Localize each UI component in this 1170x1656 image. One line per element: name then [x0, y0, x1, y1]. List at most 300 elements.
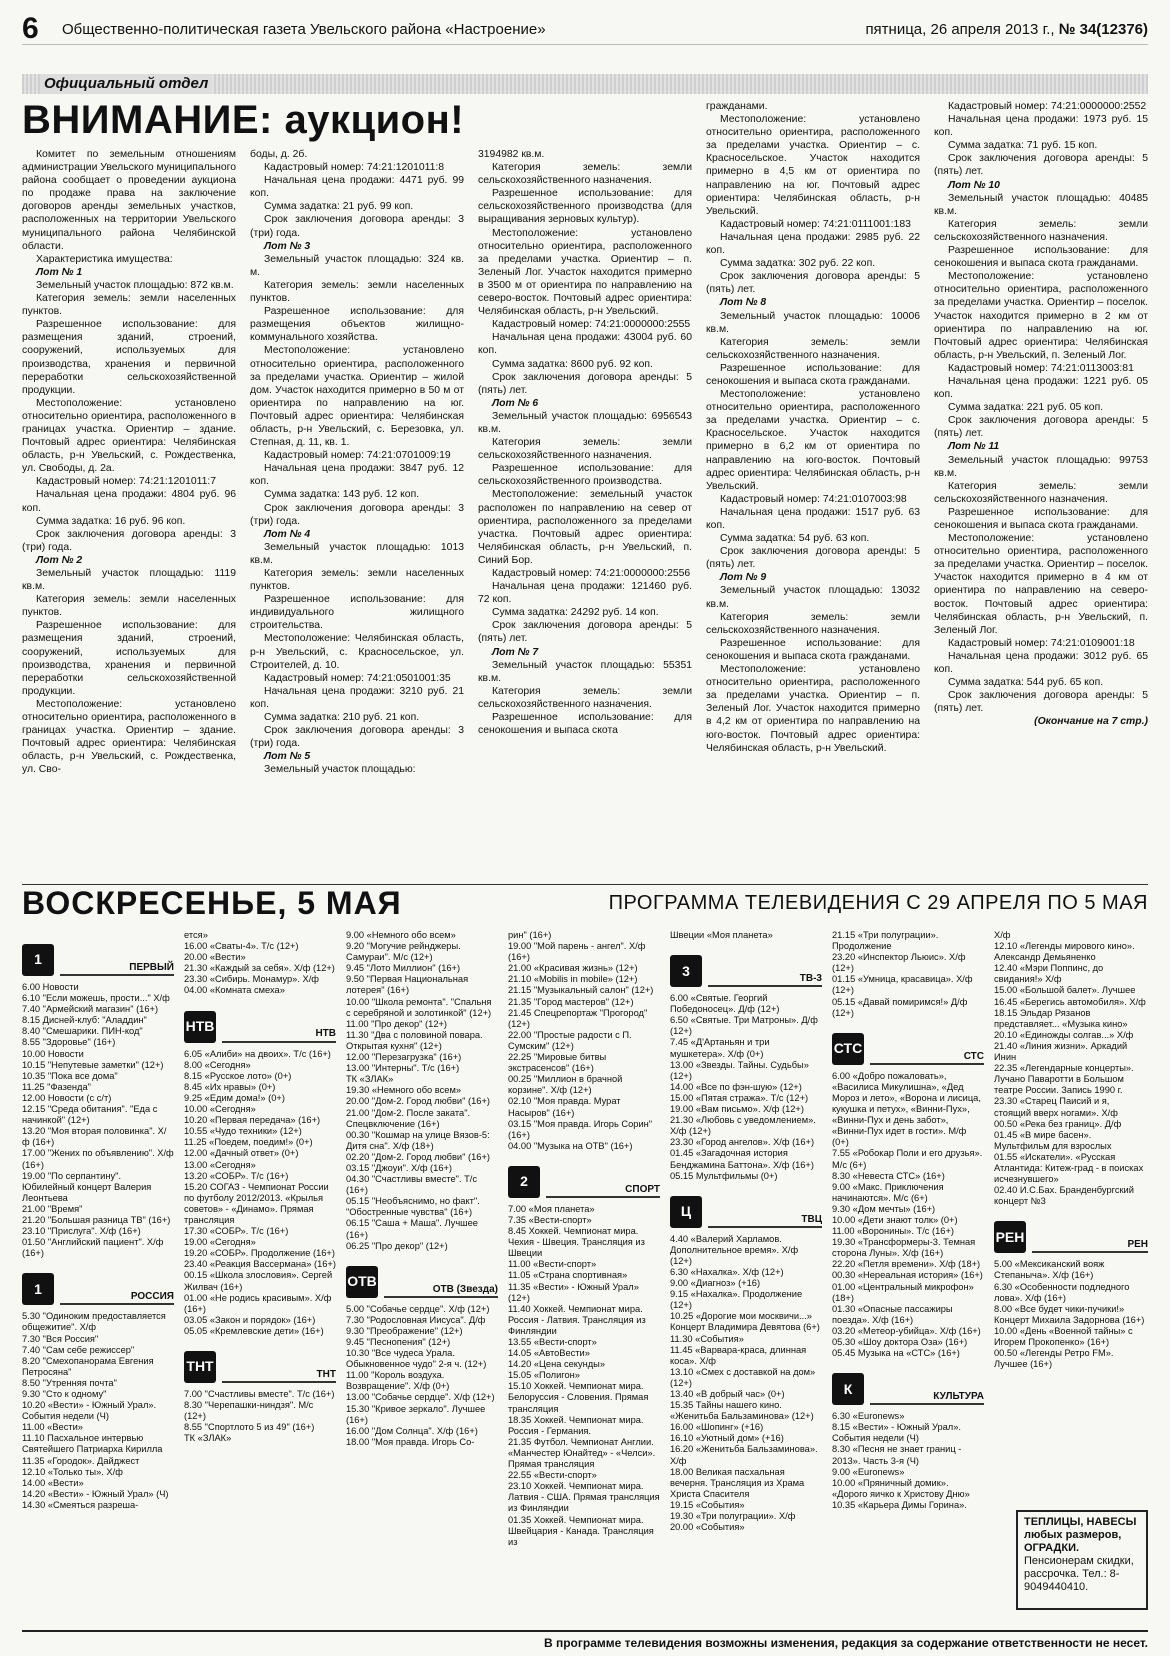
- tv-listing: 00.25 "Миллион в брачной корзине". Х/ф (12+): [508, 1074, 623, 1096]
- auction-paragraph: Местоположение: установлено относительно ориентира, расположенного за пределами участка. Ориентир – с. Красносельское. Участок находится примерно в 4,5 км от ориентира по направлению на юг. Почтовый адрес ориентира: Челябинская область, р-н Увельский.: [706, 114, 920, 217]
- auction-paragraph: Категория земель: земли населенных пунктов.: [250, 568, 464, 593]
- tv-listing: 10.20 «Первая передача» (16+): [184, 1115, 321, 1126]
- auction-paragraph: Местоположение: установлено относительно ориентира, расположенного за пределами участка. Ориентир – п. Зеленый Лог. Участок находится примерно в 4,2 км от ориентира по направлению на юго-восток. Почтовый адрес ориентира: Челябинская область, р-н Увельский.: [706, 664, 920, 754]
- tv-listing: ется»: [184, 930, 208, 940]
- auction-paragraph: гражданами.: [706, 101, 768, 112]
- tv-listing: 7.00 "Счастливы вместе". Т/с (16+): [184, 1389, 335, 1399]
- tv-listing: 11.30 «События»: [670, 1333, 744, 1344]
- tv-listing: 11.45 «Варвара-краса, длинная коса». Х/ф: [670, 1344, 807, 1366]
- tv-listing: 6.30 «Особенности подледного лова». Х/ф (16+): [994, 1281, 1130, 1303]
- tv-listing: 02.20 "Дом-2. Город любви" (16+): [346, 1151, 490, 1162]
- auction-paragraph: Начальная цена продажи: 121460 руб. 72 коп.: [478, 581, 692, 606]
- auction-paragraph: Разрешенное использование: для сельскохозяйственного производства (для выращивания зерновых культур).: [478, 188, 692, 226]
- auction-paragraph: Разрешенное использование: для размещения зданий, строений, сооружений, используемых для производства, хранения и первичной переработки сельскохозяйственной продукции.: [22, 620, 236, 697]
- auction-paragraph: Срок заключения договора аренды: 5 (пять) лет.: [934, 415, 1148, 440]
- auction-paragraph: Местоположение: земельный участок расположен по направлению на север от ориентира, расположенного за пределами участка. Почтовый адрес ориентира: Челябинская область, р-н Увельский, п. Синий Бор.: [478, 489, 692, 566]
- auction-paragraph: Категория земель: земли сельскохозяйственного назначения.: [934, 218, 1148, 243]
- tv-listing: 7.45 «Д'Артаньян и три мушкетера». Х/ф (0+): [670, 1037, 770, 1059]
- tv-listing: 9.45 "Лото Миллион" (16+): [346, 963, 461, 974]
- tv-listing: 13.00 «Сегодня»: [184, 1159, 256, 1170]
- tv-listing: 4.40 «Валерий Харламов. Дополнительное время». Х/ф (12+): [670, 1233, 799, 1266]
- tv-listing: 06.15 "Саша + Маша". Лучшее (16+): [346, 1218, 478, 1240]
- lot-heading: Лот № 11: [948, 441, 1000, 453]
- tv-listing: 18.00 "Моя правда. Игорь Со-: [346, 1436, 475, 1447]
- tv-listing: 8.55 "Здоровье" (16+): [22, 1037, 116, 1048]
- tv-listing: 6.05 «Алиби» на двоих». Т/с (16+): [184, 1048, 331, 1059]
- auction-paragraph: Начальная цена продажи: 3210 руб. 21 коп.: [250, 685, 464, 710]
- tv-listing: 10.15 "Непутевые заметки" (12+): [22, 1059, 164, 1070]
- tv-listing: 23.30 «Старец Паисий и я, стоящий вверх ногами». Х/ф: [994, 1096, 1118, 1118]
- auction-paragraph: 3194982 кв.м.: [478, 149, 545, 160]
- tv-listing: 5.00 "Собачье сердце". Х/ф (12+): [346, 1303, 490, 1314]
- tv-listing: 10.30 "Все чудеса Урала. Обыкновенное чудо" 2-я ч. (12+): [346, 1348, 487, 1370]
- channel-header: [832, 1025, 984, 1065]
- auction-paragraph: Сумма задатка: 71 руб. 15 коп.: [948, 140, 1098, 152]
- auction-paragraph: Начальная цена продажи: 1973 руб. 15 коп.: [934, 114, 1148, 139]
- tv-listing: 10.25 «Дорогие мои москвичи...» Концерт Владимира Девятова (6+): [670, 1311, 820, 1333]
- tv-listing: 03.05 «Закон и порядок» (16+): [184, 1314, 316, 1325]
- lot-heading: Лот № 6: [492, 397, 539, 409]
- tv-listing: 15.05 «Полигон»: [508, 1370, 580, 1381]
- channel-name: РОССИЯ: [60, 1291, 174, 1305]
- tv-listing: 13.00 «Звезды. Тайны. Судьбы» (12+): [670, 1059, 809, 1081]
- tv-listing: 01.35 Хоккей. Чемпионат мира. Швейцария - Канада. Трансляция из: [508, 1514, 654, 1547]
- tv-listing: 8.45 «Их нравы» (0+): [184, 1081, 276, 1092]
- channel-logo-icon: ТНТ: [184, 1351, 216, 1383]
- tv-listing: 11.40 Хоккей. Чемпионат мира. Россия - Латвия. Трансляция из Финляндии: [508, 1303, 646, 1336]
- auction-paragraph: Кадастровый номер: 74:21:1201011:8: [264, 162, 445, 174]
- tv-listing: 23.10 Хоккей. Чемпионат мира. Латвия - США. Прямая трансляция из Финляндии: [508, 1481, 660, 1514]
- auction-paragraph: Категория земель: земли населенных пунктов.: [22, 293, 236, 318]
- tv-listing: 21.10 «Mobilis in mobile» (12+): [508, 974, 638, 985]
- tv-listing: 9.45 "Песнопения" (12+): [346, 1337, 451, 1347]
- lot-heading: Лот № 2: [36, 554, 83, 566]
- tv-listing: 10.00 «Сегодня»: [184, 1104, 256, 1115]
- tv-listing: 7.00 «Моя планета»: [508, 1203, 595, 1214]
- tv-listing: 23.20 «Инспектор Льюис». Х/ф (12+): [832, 952, 966, 974]
- auction-paragraph: Начальная цена продажи: 1517 руб. 63 коп.: [706, 506, 920, 531]
- tv-listing: Х/ф: [994, 930, 1011, 940]
- tv-listing: 12.40 «Мэри Поппинс, до свидания!» Х/ф: [994, 963, 1104, 985]
- channel-logo-icon: 3: [670, 955, 702, 987]
- issue-date: [865, 21, 1148, 38]
- channel-name: РЕН: [1032, 1239, 1148, 1253]
- tv-listing: 13.40 «В добрый час» (0+): [670, 1389, 785, 1399]
- page-header: [22, 14, 1148, 45]
- tv-listing: 5.00 «Мексиканский вояж Степаныча». Х/ф (16+): [994, 1259, 1105, 1281]
- channel-name: НТВ: [222, 1028, 336, 1042]
- channel-logo-icon: К: [832, 1373, 864, 1405]
- channel-logo-icon: РЕН: [994, 1221, 1026, 1253]
- auction-column-3: [478, 148, 692, 864]
- auction-paragraph: Разрешенное использование: для сенокошения и выпаса скота: [478, 712, 692, 737]
- auction-paragraph: Разрешенное использование: для сенокошения и выпаса скота гражданами.: [934, 506, 1148, 531]
- tv-listing: 6.00 «Добро пожаловать», «Василиса Микулишна», «Дед Мороз и лето», «Ворона и лисица, кукушка и петух», «Винни-Пух», «Винни-Пух и день забот», «Винни-Пух идет в гости». М/ф (0+): [832, 1070, 981, 1148]
- tv-listing: 02.40 И.С.Бах. Бранденбургский концерт №3: [994, 1185, 1134, 1207]
- tv-listing: 10.00 «Пряничный домик». «Дорого яичко к Христову Дню»: [832, 1477, 970, 1499]
- channel-logo-icon: НТВ: [184, 1011, 216, 1043]
- auction-paragraph: Сумма задатка: 54 руб. 63 коп.: [720, 533, 870, 545]
- tv-listing: 01.30 «Опасные пассажиры поезда». Х/ф (16+): [832, 1303, 953, 1325]
- auction-paragraph: Земельный участок площадью: 10006 кв.м.: [706, 310, 920, 335]
- tv-listing: 14.20 «Цена секунды»: [508, 1359, 606, 1370]
- auction-paragraph: Сумма задатка: 302 руб. 22 коп.: [720, 258, 876, 270]
- tv-listing: 11.25 «Поедем, поедим!» (0+): [184, 1137, 313, 1148]
- channel-header: [346, 1258, 498, 1298]
- tv-listing: 22.20 «Петля времени». Х/ф (18+): [832, 1259, 981, 1270]
- auction-paragraph: Земельный участок площадью: 324 кв. м.: [250, 253, 464, 278]
- tv-listing: 10.35 «Карьера Димы Горина».: [832, 1499, 967, 1510]
- tv-listing: ТК «ЗЛАК»: [346, 1074, 394, 1085]
- auction-paragraph: Кадастровый номер: 74:21:0000000:2552: [948, 101, 1147, 112]
- tv-listing: 00.50 «Легенды Ретро FM». Лучшее (16+): [994, 1348, 1114, 1370]
- tv-listing: 12.00 "Перезагрузка" (16+): [346, 1052, 462, 1063]
- tv-listing: 16.45 «Берегись автомобиля». Х/ф: [994, 996, 1146, 1007]
- tv-column-3: [346, 930, 498, 1620]
- auction-paragraph: Земельный участок площадью: 1119 кв.м.: [22, 568, 236, 593]
- tv-listing: 7.40 "Армейский магазин" (16+): [22, 1004, 159, 1015]
- tv-listing: 8.30 "Черепашки-ниндзя". М/с (12+): [184, 1400, 314, 1422]
- tv-listing: рин" (16+): [508, 930, 552, 940]
- tv-listing: 04.00 «Комната смеха»: [184, 985, 285, 996]
- tv-day-title: ВОСКРЕСЕНЬЕ, 5 МАЯ: [22, 885, 402, 921]
- auction-paragraph: Разрешенное использование: для размещения объектов жилищно-коммунального хозяйства.: [250, 306, 464, 344]
- auction-paragraph: Срок заключения договора аренды: 3 (три) года.: [250, 214, 464, 239]
- channel-header: [670, 947, 822, 987]
- auction-column-4: [706, 100, 920, 864]
- tv-listing: 02.10 "Моя правда. Мурат Насыров" (16+): [508, 1096, 621, 1118]
- auction-column-2: [250, 148, 464, 864]
- tv-listing: 19.00 "Мой парень - ангел". Х/ф (16+): [508, 941, 646, 963]
- auction-column-5: [934, 100, 1148, 864]
- tv-listing: 00.30 «Нереальная история» (16+): [832, 1270, 983, 1281]
- tv-listing: 16.20 «Женитьба Бальзаминова». Х/ф: [670, 1444, 818, 1466]
- tv-listing: 22.35 «Легендарные концерты». Лучано Паваротти в Большом театре России. Запись 1990 г.: [994, 1063, 1134, 1096]
- auction-paragraph: Срок заключения договора аренды: 3 (три) года.: [250, 725, 464, 750]
- channel-name: КУЛЬТУРА: [870, 1391, 984, 1405]
- tv-listing: 13.00 "Собачье сердце". Х/ф (12+): [346, 1392, 495, 1403]
- tv-column-4: [508, 930, 660, 1620]
- auction-paragraph: Разрешенное использование: для сенокошения и выпаса скота гражданами.: [706, 362, 920, 387]
- tv-listing: 6.50 «Святые. Три Матроны». Д/ф (12+): [670, 1015, 818, 1037]
- tv-listing: 7.30 "Родословная Иисуса". Д/ф: [346, 1314, 486, 1325]
- auction-paragraph: Кадастровый номер: 74:21:1201011:7: [36, 476, 217, 488]
- tv-listing: 11.00 «Вести-спорт»: [508, 1259, 597, 1270]
- tv-listing: 04.30 "Счастливы вместе". Т/с (16+): [346, 1174, 478, 1196]
- tv-listing: 8.30 «Невеста СТС» (16+): [832, 1170, 945, 1181]
- tv-listing: 8.00 «Все будет чики-пучики!» Концерт Михаила Задорнова (16+): [994, 1303, 1145, 1325]
- channel-header: [22, 1265, 174, 1305]
- tv-listing: 23.30 «Город ангелов». Х/ф (16+): [670, 1137, 815, 1148]
- tv-listing: 16.00 «Сваты-4». Т/с (12+): [184, 941, 299, 952]
- tv-listing: 7.55 «Робокар Поли и его друзья». М/с (6+): [832, 1148, 983, 1170]
- tv-listing: 13.20 "Моя вторая половинка". Х/ф (16+): [22, 1126, 167, 1148]
- tv-listing: 14.30 «Смеяться разреша-: [22, 1499, 139, 1510]
- auction-paragraph: Земельный участок площадью: 872 кв.м.: [36, 279, 234, 291]
- tv-listing: 10.00 "Школа ремонта". "Спальня с серебряной и золотинкой" (12+): [346, 996, 492, 1018]
- tv-listing: 11.05 «Страна спортивная»: [508, 1270, 628, 1281]
- channel-name: ОТВ (Звезда): [384, 1284, 498, 1298]
- tv-listing: 9.00 «Диагноз» (+16): [670, 1278, 761, 1289]
- newspaper-name: Общественно-политическая газета Увельского района «Настроение»: [62, 20, 546, 38]
- tv-listing: 19.00 "По серпантину". Юбилейный концерт Валерия Леонтьева: [22, 1170, 152, 1203]
- tv-listing: 7.35 «Вести-спорт»: [508, 1214, 592, 1225]
- tv-listing: 9.30 "Преображение" (12+): [346, 1325, 463, 1336]
- tv-listing: 6.30 «Euronews»: [832, 1411, 905, 1422]
- tv-listing: 23.10 "Прислуга". Х/ф (16+): [22, 1226, 141, 1237]
- tv-listing: 13.55 «Вести-спорт»: [508, 1337, 597, 1347]
- tv-listing: 16.00 «Шопинг» (+16): [670, 1422, 764, 1433]
- issue-number: № 34(12376): [1058, 20, 1148, 38]
- auction-paragraph: Категория земель: земли сельскохозяйственного назначения.: [934, 480, 1148, 505]
- tv-listing: 9.00 «Макс. Приключения начинаются». М/с (6+): [832, 1181, 944, 1203]
- auction-paragraph: Кадастровый номер: 74:21:0113003:81: [948, 362, 1134, 374]
- lot-heading: Лот № 8: [720, 297, 767, 309]
- channel-header: [994, 1213, 1148, 1253]
- auction-column-1: [22, 148, 236, 864]
- auction-paragraph: Местоположение: установлено относительно ориентира, расположенного за пределами участка. Ориентир – с. Красносельское. Участок находится примерно в 6,2 км от ориентира по направлению на юго-восток. Почтовый адрес ориентира: Челябинская область, р-н Увельский.: [706, 389, 920, 492]
- tv-listing: 05.45 Музыка на «СТС» (16+): [832, 1348, 960, 1359]
- date-text: пятница, 26 апреля 2013 г.,: [865, 20, 1055, 38]
- tv-listing: 12.00 Новости (с с/т): [22, 1092, 112, 1103]
- auction-paragraph: Сумма задатка: 544 руб. 65 коп.: [948, 677, 1104, 689]
- auction-paragraph: Местоположение: Челябинская область, р-н Увельский, с. Красносельское, ул. Строителей, д. 10.: [250, 633, 464, 671]
- tv-listing: 8.30 «Песня не знает границ - 2013». Часть 3-я (Ч): [832, 1444, 962, 1466]
- tv-listing: 11.30 "Два с половиной повара. Открытая кухня" (12+): [346, 1029, 483, 1051]
- tv-listing: 15.30 "Кривое зеркало". Лучшее (16+): [346, 1403, 486, 1425]
- auction-paragraph: Категория земель: земли населенных пунктов.: [22, 594, 236, 619]
- tv-listing: 16.00 "Дом Солнца". Х/ф (16+): [346, 1425, 478, 1436]
- tv-listing: 14.00 «Все по фэн-шую» (12+): [670, 1081, 802, 1092]
- channel-name: СПОРТ: [546, 1184, 660, 1198]
- tv-listing: 6.00 Новости: [22, 982, 79, 992]
- lot-heading: Лот № 5: [264, 751, 311, 763]
- tv-listing: 19.15 «События»: [670, 1499, 745, 1510]
- channel-logo-icon: Ц: [670, 1196, 702, 1228]
- auction-paragraph: Категория земель: земли сельскохозяйственного назначения.: [706, 611, 920, 636]
- tv-column-6: [832, 930, 984, 1620]
- section-label: Официальный отдел: [40, 74, 212, 94]
- tv-listing: 15.00 «Пятая стража». Т/с (12+): [670, 1092, 809, 1103]
- tv-listing: 21.15 «Три полуграции». Продолжение: [832, 930, 939, 952]
- tv-listing: 10.00 «Дети знают толк» (0+): [832, 1214, 958, 1225]
- auction-paragraph: Кадастровый номер: 74:21:0111001:183: [720, 218, 911, 230]
- tv-title-bar: [22, 884, 1148, 921]
- tv-listing: 21.30 «Каждый за себя». Х/ф (12+): [184, 963, 335, 974]
- tv-listing: 18.35 Хоккей. Чемпионат мира. Россия - Германия.: [508, 1414, 644, 1436]
- tv-listing: 01.45 «Загадочная история Бенджамина Баттона». Х/ф (16+): [670, 1148, 814, 1170]
- tv-listing: 22.25 "Мировые битвы экстрасенсов" (16+): [508, 1052, 607, 1074]
- auction-paragraph: Начальная цена продажи: 43004 руб. 60 коп.: [478, 332, 692, 357]
- auction-paragraph: Земельный участок площадью:: [264, 764, 416, 776]
- tv-listing: 10.00 Новости: [22, 1048, 84, 1059]
- tv-disclaimer: В программе телевидения возможны изменения, редакция за содержание ответственности не несет.: [22, 1630, 1148, 1650]
- tv-column-2: [184, 930, 336, 1620]
- tv-listing: 10.20 «Вести» - Южный Урал». События недели (Ч): [22, 1400, 157, 1422]
- tv-program-title: ПРОГРАММА ТЕЛЕВИДЕНИЯ С 29 АПРЕЛЯ ПО 5 МАЯ: [608, 891, 1148, 914]
- tv-listing: 20.00 «Вести»: [184, 952, 246, 963]
- auction-paragraph: Разрешенное использование: для сенокошения и выпаса скота гражданами.: [706, 637, 920, 662]
- lot-heading: Лот № 10: [948, 179, 1000, 191]
- auction-paragraph: Срок заключения договора аренды: 3 (три) года.: [22, 528, 236, 553]
- tv-listing: 01.00 «Центральный микрофон» (18+): [832, 1281, 974, 1303]
- auction-paragraph: Начальная цена продажи: 3012 руб. 65 коп.: [934, 650, 1148, 676]
- tv-listing: 03.15 "Джоуи". Х/ф (16+): [346, 1162, 453, 1173]
- auction-paragraph: Сумма задатка: 16 руб. 96 коп.: [36, 515, 186, 527]
- tv-column-1: [22, 930, 174, 1620]
- tv-listing: 21.45 Спецрепортаж "Прогород" (12+): [508, 1007, 648, 1029]
- auction-title: ВНИМАНИЕ: аукцион!: [22, 98, 465, 142]
- tv-listing: 6.30 «Нахалка». Х/ф (12+): [670, 1266, 784, 1277]
- tv-listing: 8.20 "Смехопанорама Евгения Петросяна": [22, 1355, 154, 1377]
- tv-listing: 12.00 «Дачный ответ» (0+): [184, 1148, 299, 1159]
- auction-paragraph: Начальная цена продажи: 4804 руб. 96 коп.: [22, 489, 236, 514]
- channel-header: [22, 936, 174, 976]
- tv-listing: 9.50 "Первая Национальная лотерея" (16+): [346, 974, 469, 996]
- tv-listing: 19.00 «Вам письмо». Х/ф (12+): [670, 1104, 804, 1115]
- lot-heading: Лот № 1: [36, 266, 83, 278]
- auction-paragraph: Кадастровый номер: 74:21:0501001:35: [264, 672, 451, 684]
- channel-header: [670, 1188, 822, 1228]
- tv-listing: 5.30 "Одиноким предоставляется общежитие". Х/ф: [22, 1311, 166, 1333]
- tv-listing: 21.30 «Любовь с уведомлением». Х/ф (12+): [670, 1115, 816, 1137]
- channel-header: [184, 1003, 336, 1043]
- tv-listing: 04.00 "Музыка на ОТВ" (16+): [508, 1140, 633, 1151]
- channel-logo-icon: 1: [22, 944, 54, 976]
- auction-paragraph: Срок заключения договора аренды: 5 (пять) лет.: [478, 620, 692, 645]
- tv-listing: 05.15 «Давай помиримся!» Д/ф (12+): [832, 996, 968, 1018]
- auction-paragraph: боды, д. 2б.: [250, 149, 308, 160]
- auction-paragraph: Кадастровый номер: 74:21:0000000:2555: [492, 319, 691, 331]
- auction-paragraph: Земельный участок площадью: 13032 кв.м.: [706, 585, 920, 610]
- channel-header: [832, 1365, 984, 1405]
- tv-listing: 21.00 «Красивая жизнь» (12+): [508, 963, 638, 974]
- tv-listing: 11.35 «Вести» - Южный Урал» (12+): [508, 1281, 639, 1303]
- ad-heading: ТЕПЛИЦЫ, НАВЕСЫ любых размеров, ОГРАДКИ.: [1024, 1516, 1137, 1554]
- tv-listing: 10.00 «День «Военной тайны» с Игорем Прокопенко» (16+): [994, 1325, 1133, 1347]
- tv-listing: 23.30 «Сибирь. Монамур». Х/ф: [184, 974, 319, 985]
- tv-listing: 20.00 "Дом-2. Город любви" (16+): [346, 1096, 490, 1107]
- advertisement: [1016, 1510, 1148, 1610]
- tv-column-5: [670, 930, 822, 1620]
- auction-paragraph: Срок заключения договора аренды: 5 (пять) лет.: [706, 546, 920, 571]
- tv-listing: 11.00 "Про декор" (12+): [346, 1018, 448, 1029]
- tv-listing: 19.30 «Трансформеры-3. Темная сторона Луны». Х/ф (16+): [832, 1237, 976, 1259]
- tv-listing: 22.00 "Простые радости с П. Сумским" (12+): [508, 1029, 632, 1051]
- tv-listing: 21.00 "Дом-2. После заката". Спецвключение (16+): [346, 1107, 471, 1129]
- tv-listing: 11.00 «Вести»: [22, 1422, 83, 1433]
- tv-listing: 13.20 «СОБР». Т/с (16+): [184, 1170, 289, 1181]
- tv-listing: 8.15 «Русское лото» (0+): [184, 1070, 292, 1081]
- tv-listing: 19.00 «Сегодня»: [184, 1237, 256, 1248]
- auction-paragraph: Сумма задатка: 210 руб. 21 коп.: [264, 712, 420, 724]
- lot-heading: Лот № 7: [492, 646, 539, 658]
- tv-listing: 9.20 "Могучие рейнджеры. Самураи". М/с (12+): [346, 941, 461, 963]
- auction-paragraph: Категория земель: земли сельскохозяйственного назначения.: [478, 162, 692, 187]
- tv-listing: ТК «ЗЛАК»: [184, 1433, 232, 1444]
- auction-paragraph: Сумма задатка: 8600 руб. 92 коп.: [492, 358, 653, 370]
- auction-paragraph: Кадастровый номер: 74:21:0000000:2556: [492, 568, 691, 579]
- tv-listing: 15.00 «Большой балет». Лучшее: [994, 985, 1136, 996]
- tv-listing: 9.00 «Немного обо всем»: [346, 930, 456, 940]
- tv-listing: 01.45 «В мире басен». Мультфильм для взрослых: [994, 1129, 1112, 1151]
- lot-heading: Лот № 4: [264, 528, 311, 540]
- tv-listing: 03.20 «Метеор-убийца». Х/ф (16+): [832, 1325, 981, 1336]
- tv-listing: 6.10 "Если можешь, прости..." Х/ф: [22, 993, 170, 1004]
- tv-listing: 7.40 "Сам себе режиссер": [22, 1344, 135, 1355]
- tv-listing: 05.30 «Шоу доктора Оза» (16+): [832, 1337, 968, 1347]
- auction-paragraph: Разрешенное использование: для индивидуального жилищного строительства.: [250, 594, 464, 632]
- channel-logo-icon: СТС: [832, 1033, 864, 1065]
- channel-header: [508, 1158, 660, 1198]
- tv-listing: 20.00 «События»: [670, 1522, 745, 1533]
- auction-paragraph: Земельный участок площадью: 1013 кв.м.: [250, 541, 464, 566]
- tv-listing: 11.00 «Воронины». Т/с (16+): [832, 1226, 954, 1237]
- tv-listing: 14.00 «Вести»: [22, 1477, 84, 1488]
- auction-paragraph: Характеристика имущества:: [36, 253, 173, 265]
- tv-listing: 13.00 "Интерны". Т/с (16+): [346, 1063, 460, 1074]
- tv-listing: 00.50 «Река без границ». Д/ф: [994, 1118, 1122, 1129]
- tv-listing: 15.10 Хоккей. Чемпионат мира. Белоруссия - Словения. Прямая трансляция: [508, 1381, 649, 1414]
- auction-paragraph: Местоположение: установлено относительно ориентира, расположенного за пределами участка. Ориентир – жилой дом. Участок находится примерно в 50 м от ориентира по направлению на юг. Почтовый адрес ориентира: Челябинская область, р-н Увельский, с. Березовка, ул. Степная, д. 11, кв. 1.: [250, 345, 464, 449]
- tv-listing: 8.40 "Смешарики. ПИН-код": [22, 1026, 143, 1037]
- tv-listing: 12.10 «Только ты». Х/ф: [22, 1466, 123, 1477]
- channel-header: [184, 1343, 336, 1383]
- auction-paragraph: Начальная цена продажи: 3847 руб. 12 коп.: [250, 463, 464, 488]
- tv-listing: 01.15 «Умница, красавица». Х/ф (12+): [832, 974, 973, 996]
- tv-listing: 17.30 «СОБР». Т/с (16+): [184, 1226, 289, 1237]
- tv-listing: 8.15 Дисней-клуб: "Аладдин": [22, 1015, 147, 1026]
- tv-listing: 03.15 "Моя правда. Игорь Сорин" (16+): [508, 1118, 653, 1140]
- tv-listing: 01.50 "Английский пациент". Х/ф (16+): [22, 1237, 164, 1259]
- auction-paragraph: Местоположение: установлено относительно ориентира, расположенного в границах участка. Ориентир – здание. Почтовый адрес ориентира: Челябинская область, р-н Увельский, с. Рождественка, ул. Свободы, д. 2а.: [22, 397, 236, 475]
- page-number: 6: [22, 12, 39, 45]
- tv-listing: 11.35 «Городок». Дайджест: [22, 1455, 140, 1466]
- tv-listing: 19.30 «Немного обо всем»: [346, 1085, 462, 1096]
- tv-listing: 8.15 «Вести» - Южный Урал». События недели (Ч): [832, 1422, 961, 1444]
- ad-body: Пенсионерам скидки, рассрочка. Тел.: 8-9049440410.: [1024, 1555, 1134, 1593]
- tv-listing: 06.25 "Про декор" (12+): [346, 1240, 448, 1251]
- auction-paragraph: Кадастровый номер: 74:21:0701009:19: [264, 450, 451, 462]
- auction-paragraph: Начальная цена продажи: 2985 руб. 22 коп.: [706, 231, 920, 257]
- tv-listing: 05.15 "Необъяснимо, но факт". "Обостренные чувства" (16+): [346, 1196, 480, 1218]
- tv-listing: 01.55 «Искатели». «Русская Атлантида: Китеж-град - в поисках исчезнувшего»: [994, 1151, 1144, 1185]
- lot-heading: Лот № 9: [720, 572, 767, 584]
- auction-paragraph: Срок заключения договора аренды: 3 (три) года.: [250, 502, 464, 527]
- tv-listing: 21.00 "Время": [22, 1203, 83, 1214]
- auction-paragraph: Категория земель: земли сельскохозяйственного назначения.: [706, 336, 920, 361]
- auction-paragraph: Сумма задатка: 143 руб. 12 коп.: [264, 489, 420, 501]
- channel-name: ПЕРВЫЙ: [60, 962, 174, 976]
- tv-listing: 20.10 «Единожды солгав...» Х/ф: [994, 1029, 1134, 1040]
- channel-logo-icon: 2: [508, 1166, 540, 1198]
- auction-paragraph: Категория земель: земли сельскохозяйственного назначения.: [478, 437, 692, 462]
- tv-listing: 00.15 «Школа злословия». Сергей Жилвач (16+): [184, 1270, 333, 1292]
- auction-paragraph: Категория земель: земли сельскохозяйственного назначения.: [478, 685, 692, 710]
- auction-paragraph: Земельный участок площадью: 55351 кв.м.: [478, 659, 692, 684]
- auction-paragraph: Земельный участок площадью: 40485 кв.м.: [934, 192, 1148, 217]
- tv-listing: 21.20 "Большая разница ТВ" (16+): [22, 1214, 171, 1225]
- tv-listing: 19.20 «СОБР». Продолжение (16+): [184, 1248, 335, 1259]
- tv-listing: 11.10 Пасхальное интервью Святейшего Патриарха Кирилла: [22, 1433, 163, 1455]
- tv-listing: 18.15 Эльдар Рязанов представляет... «Музыка кино»: [994, 1007, 1128, 1029]
- channel-name: ТВЦ: [708, 1214, 822, 1228]
- tv-listing: 21.40 «Линия жизни». Аркадий Инин: [994, 1040, 1128, 1063]
- auction-paragraph: Местоположение: установлено относительно ориентира, расположенного за пределами участка. Ориентир – п. Зеленый Лог. Участок находится примерно в 3500 м от ориентира по направлению на северо-восток. Почтовый адрес ориентира: Челябинская область, р-н Увельский.: [478, 227, 692, 318]
- auction-paragraph: Местоположение: установлено относительно ориентира, расположенного в границах участка. Ориентир – здание. Почтовый адрес ориентира: Челябинская область, р-н Увельский, с. Рождественка, ул. Сво-: [22, 698, 236, 776]
- channel-name: ТНТ: [222, 1369, 336, 1383]
- tv-listing: 7.30 "Вся Россия": [22, 1333, 99, 1344]
